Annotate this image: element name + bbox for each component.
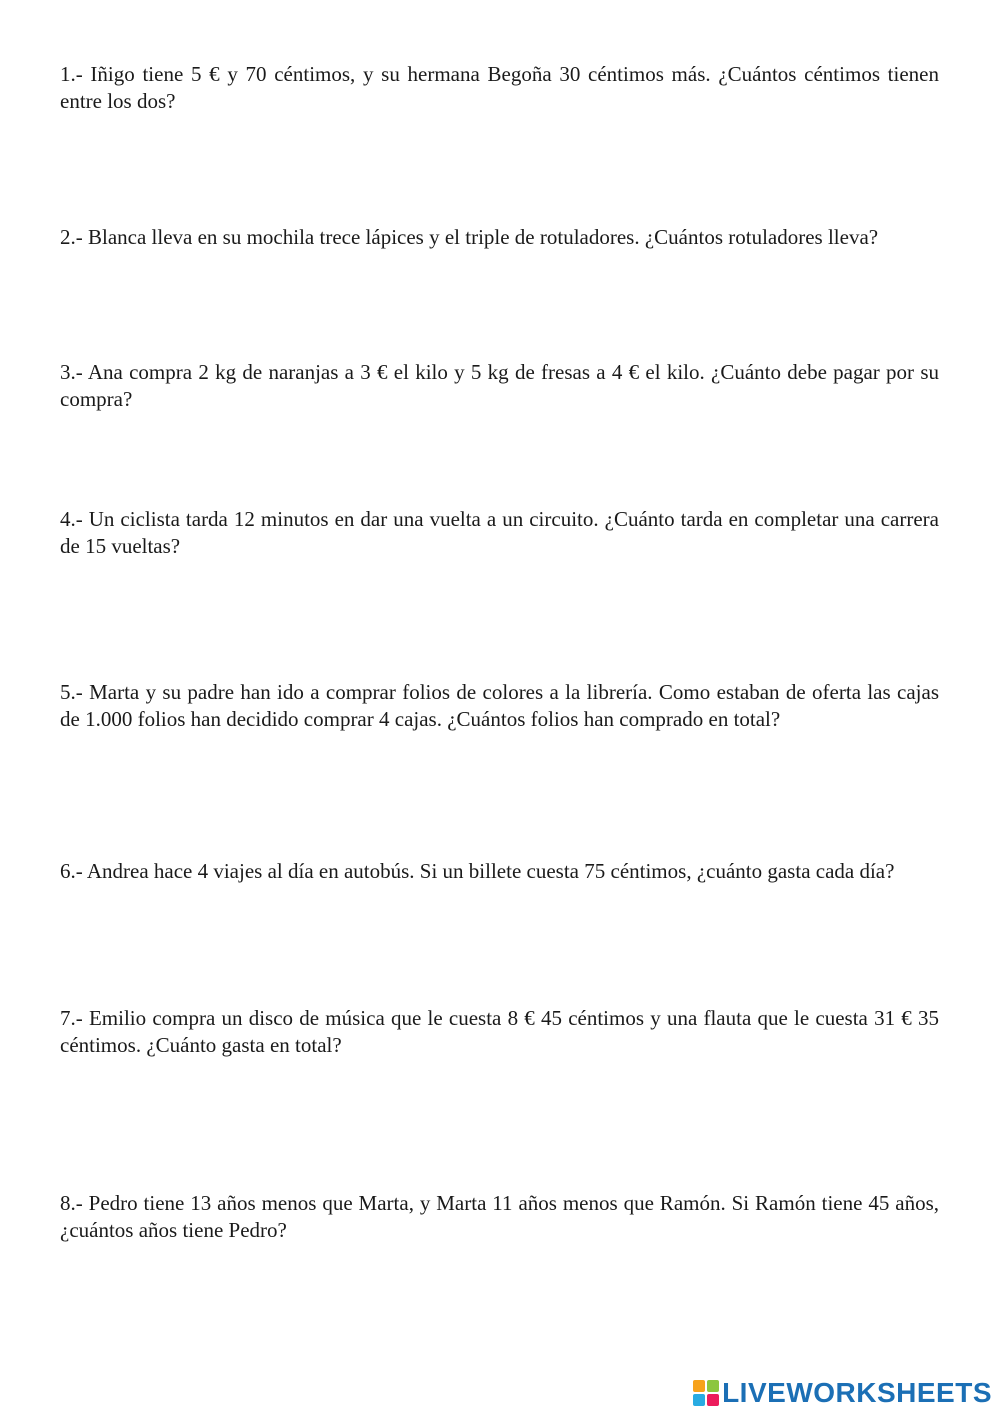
problem-6: 6.- Andrea hace 4 viajes al día en autobús. Si un billete cuesta 75 céntimos, ¿cuánto gasta cada día? [60,859,895,883]
brand-name: LIVEWORKSHEETS [722,1377,992,1408]
liveworksheets-brand[interactable] [693,1377,992,1409]
problem-5: 5.- Marta y su padre han ido a comprar folios de colores a la librería. Como estaban de oferta las cajas de 1.000 folios han decidido comprar 4 cajas. ¿Cuántos folios han comprado en total? [60,680,939,731]
problem-3: 3.- Ana compra 2 kg de naranjas a 3 € el kilo y 5 kg de fresas a 4 € el kilo. ¿Cuánto debe pagar por su compra? [60,360,939,411]
problem-2: 2.- Blanca lleva en su mochila trece lápices y el triple de rotuladores. ¿Cuántos rotuladores lleva? [60,225,879,249]
problem-4: 4.- Un ciclista tarda 12 minutos en dar una vuelta a un circuito. ¿Cuánto tarda en completar una carrera de 15 vueltas? [60,507,939,558]
liveworksheets-logo-icon [693,1380,719,1406]
problem-1: 1.- Iñigo tiene 5 € y 70 céntimos, y su hermana Begoña 30 céntimos más. ¿Cuántos céntimos tienen entre los dos? [60,62,939,113]
problem-8: 8.- Pedro tiene 13 años menos que Marta, y Marta 11 años menos que Ramón. Si Ramón tiene 45 años, ¿cuántos años tiene Pedro? [60,1191,939,1242]
problem-7: 7.- Emilio compra un disco de música que le cuesta 8 € 45 céntimos y una flauta que le cuesta 31 € 35 céntimos. ¿Cuánto gasta en total? [60,1006,939,1057]
